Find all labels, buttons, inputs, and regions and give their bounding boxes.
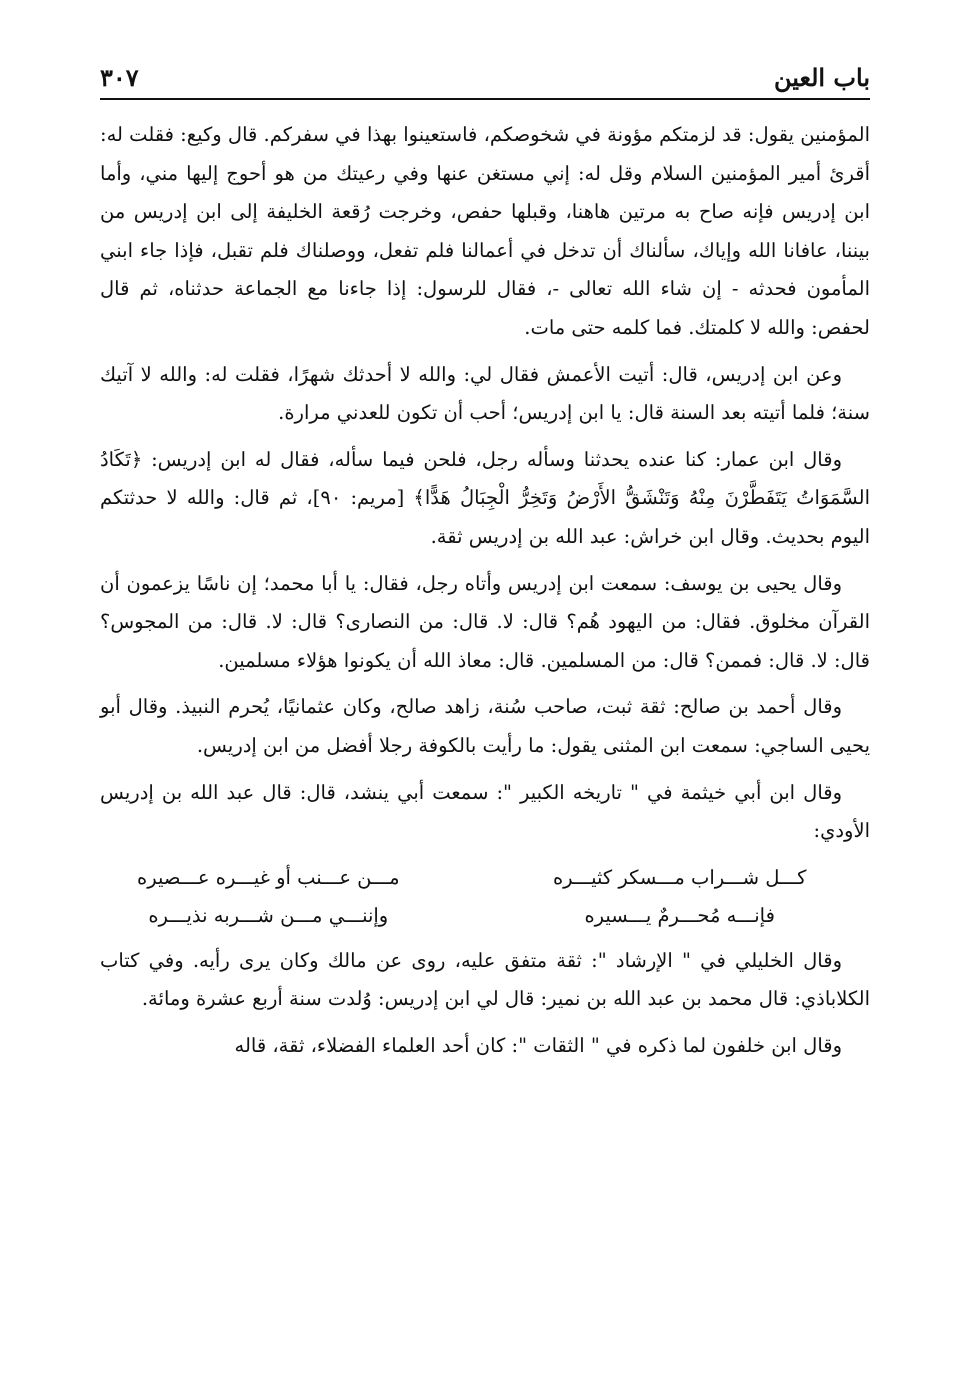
hemistich-first: كـــل شـــراب مـــسكر كثيـــره bbox=[552, 865, 807, 889]
paragraph-4: وقال يحيى بن يوسف: سمعت ابن إدريس وأتاه رجل، فقال: يا أبا محمد؛ إن ناسًا يزعمون أن القرآن مخلوق. فقال: من اليهود هُم؟ قال: لا. قال: من النصارى؟ قال: لا. قال: من المجوس؟ قال: لا. قال: فممن؟ قال: من المسلمين. قال: معاذ الله أن يكونوا هؤلاء مسلمين. bbox=[100, 571, 870, 672]
paragraph-6: وقال ابن أبي خيثمة في " تاريخه الكبير ": سمعت أبي ينشد، قال: قال عبد الله بن إدريس الأودي: bbox=[100, 780, 870, 843]
hemistich-second: مـــن عـــنب أو غيـــره عـــصيره bbox=[136, 865, 400, 889]
book-page bbox=[100, 0, 870, 1375]
paragraph-5: وقال أحمد بن صالح: ثقة ثبت، صاحب سُنة، زاهد صالح، وكان عثمانيًا، يُحرم النبيذ. وقال أبو يحيى الساجي: سمعت ابن المثنى يقول: ما رأيت بالكوفة رجلا أفضل من ابن إدريس. bbox=[100, 695, 870, 757]
hemistich-first: فإنـــه مُحـــرمٌ يـــسيره bbox=[584, 904, 775, 928]
poem-line-2 bbox=[100, 897, 870, 936]
paragraph-2: وعن ابن إدريس، قال: أتيت الأعمش فقال لي: والله لا أحدثك شهرًا، فقلت له: والله لا آتيك سنة؛ فلما أتيته بعد السنة قال: يا ابن إدريس؛ أحب أن تكون للعدني مرارة. bbox=[100, 362, 870, 425]
poem-line-1 bbox=[100, 859, 870, 898]
page-number: ٣٠٧ bbox=[100, 63, 139, 92]
page-body bbox=[100, 116, 870, 1074]
chapter-title: باب العين bbox=[773, 63, 870, 92]
paragraph-1: المؤمنين يقول: قد لزمتكم مؤونة في شخوصكم، فاستعينوا بهذا في سفركم. قال وكيع: فقلت له: أقرئ أمير المؤمنين السلام وقل له: إني مستغن عنها وفي رعيتك من هو أحوج إليها مني، وأما ابن إدريس فإنه صاح به مرتين هاهنا، وقبلها حفص، وخرجت رُقعة الخليفة إلى ابن إدريس من بيننا، عافانا الله وإياك، سألناك أن تدخل في أعمالنا فلم تفعل، ووصلناك فلم تقبل، فإذا جاء ابني المأمون فحدثه - إن شاء الله تعالى -، فقال للرسول: إذا جاءنا مع الجماعة حدثناه، ثم قال لحفص: والله لا كلمتك. فما كلمه حتى مات. bbox=[100, 123, 870, 339]
poem bbox=[100, 859, 870, 936]
running-header bbox=[100, 58, 870, 100]
paragraph-3: وقال ابن عمار: كنا عنده يحدثنا وسأله رجل، فلحن فيما سأله، فقال له ابن إدريس: ﴿تَكَادُ السَّمَوَاتُ يَتَفَطَّرْنَ مِنْهُ وَتَنْشَقُّ الأَرْضُ وَتَخِرُّ الْجِبَالُ هَدًّا﴾ [مريم: ٩٠]، ثم قال: والله لا حدثتكم اليوم بحديث. وقال ابن خراش: عبد الله بن إدريس ثقة. bbox=[100, 447, 870, 548]
paragraph-7: وقال الخليلي في " الإرشاد ": ثقة متفق عليه، روى عن مالك وكان يرى رأيه. وفي كتاب الكلاباذي: قال محمد بن عبد الله بن نمير: قال لي ابن إدريس: وُلدت سنة أربع عشرة ومائة. bbox=[100, 948, 870, 1011]
paragraph-8: وقال ابن خلفون لما ذكره في " الثقات ": كان أحد العلماء الفضلاء، ثقة، قاله bbox=[234, 1034, 842, 1058]
hemistich-second: وإننـــي مـــن شـــربه نذيـــره bbox=[148, 904, 389, 928]
